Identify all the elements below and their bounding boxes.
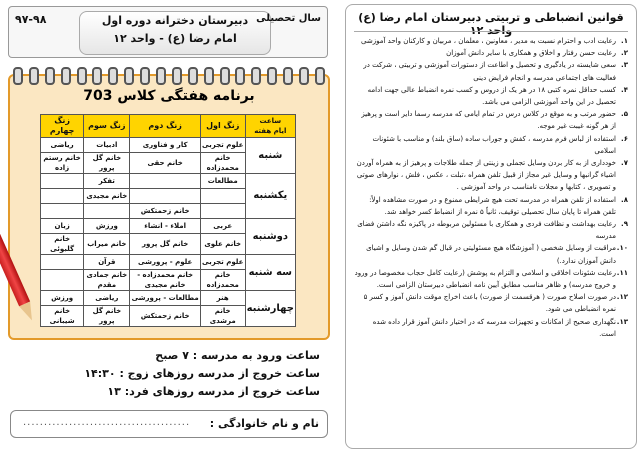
teacher-cell: خانم شیبانی	[41, 306, 84, 327]
period-header-2: زنگ دوم	[130, 115, 200, 138]
school-header	[8, 6, 328, 58]
teacher-cell: خانم زحمتکش	[130, 204, 200, 219]
subject-cell: املاء - انشاء	[130, 219, 200, 234]
day-tuesday: سه شنبه	[245, 255, 295, 291]
day-monday: دوشنبه	[245, 219, 295, 255]
teacher-cell: خانم زحمتکش	[130, 306, 200, 327]
subject-cell: قرآن	[84, 255, 130, 270]
subject-cell	[41, 255, 84, 270]
academic-year-label: سال تحصیلی	[256, 13, 321, 24]
list-item: ۱۰. مراقبت از وسایل شخصی ( آموزشگاه هیچ مسئولیتی در قبال گم شدن وسایل و اشیای دانش آموزان ندارد.)	[366, 244, 628, 265]
teacher-cell: خانم رستم زاده	[41, 153, 84, 174]
list-item: ۳. سعی شایسته در یادگیری و تحصیل و اطاعت از دستورات آموزشی و تربیتی ، شرکت در فعالیت های اجتماعی مدرسه و انجام فرایض دینی	[363, 61, 628, 82]
school-name-box	[79, 11, 271, 55]
list-item: ۹. رعایت بهداشت و نظافت فردی و همکاری با مسئولین مربوطه در پاکیزه نگه داشتن فضای مدرسه	[357, 220, 628, 241]
subject-cell: ریاضی	[84, 291, 130, 306]
teacher-cell	[41, 204, 84, 219]
subject-cell: تفکر	[84, 174, 130, 189]
teacher-cell: خانم علوی	[200, 234, 245, 255]
list-item: ۸. استفاده از تلفن همراه در مدرسه تحت هیچ شرایطی ممنوع و در صورت مشاهده اولاً: تلفن همراه تا پایان سال تحصیلی توقیف، ثانیاً ۵ نمره از انضباط کسر خواهد شد.	[369, 195, 628, 216]
list-item: ۱. رعایت ادب و احترام نسبت به مدیر ، معاونین ، معلمان ، مربیان و کارکنان واحد آموزشی	[361, 37, 628, 45]
subject-cell: علوم - پرورشی	[130, 255, 200, 270]
table-row	[41, 138, 296, 153]
teacher-cell: خانم گل پرور	[130, 234, 200, 255]
period-header-3: زنگ سوم	[84, 115, 130, 138]
teacher-cell: خانم گل پرور	[84, 153, 130, 174]
list-item: ۱۱. رعایت شئونات اخلاقی و اسلامی و التزام به پوشش (رعایت کامل حجاب مخصوصا در ورود و خروج مدرسه) و ظاهر مناسب مطابق آیین نامه انضباطی دبیرستان الزامی است.	[354, 268, 628, 290]
day-saturday: شنبه	[245, 138, 295, 174]
period-header-4: زنگ چهارم	[41, 115, 84, 138]
subject-cell: ریاضی	[41, 138, 84, 153]
spiral-binding	[10, 67, 328, 81]
subject-cell: ورزش	[84, 219, 130, 234]
school-name-line1: دبیرستان دخترانه دوره اول	[101, 14, 249, 27]
subject-cell: هنر	[200, 291, 245, 306]
table-row	[41, 291, 296, 306]
teacher-cell: خانم گل پرور	[84, 306, 130, 327]
corner-hours: ساعت	[259, 117, 282, 125]
subject-cell	[130, 174, 200, 189]
academic-year: ۹۷-۹۸	[15, 13, 47, 26]
list-item: ۵. حضور مرتب و به موقع در کلاس درس در تمام ایامی که مدرسه رسما دایر است و پرهیز از هر گونه غیبت غیر موجه.	[361, 110, 628, 131]
subject-cell: مطالعات - پرورشی	[130, 291, 200, 306]
teacher-cell: خانم مجیدی	[84, 189, 130, 204]
schedule-header-row	[41, 115, 296, 138]
schedule-corner	[245, 115, 295, 138]
schedule-title: برنامه هفتگی کلاس 703	[83, 88, 255, 104]
student-name-label: نام و نام خانوادگی :	[209, 417, 319, 430]
rules-title: قوانین انضباطی و تربیتی دبیرستان امام رضا (ع) واحد ۱۲	[358, 11, 624, 37]
day-sunday: یکشنبه	[245, 174, 295, 219]
teacher-cell: خانم مرشدی	[200, 306, 245, 327]
schedule-table	[40, 114, 296, 327]
teacher-cell: خانم جمادی مقدم	[84, 270, 130, 291]
subject-cell: عربی	[200, 219, 245, 234]
subject-cell: ورزش	[41, 291, 84, 306]
teacher-cell	[84, 204, 130, 219]
list-item: ۷. خودداری از به کار بردن وسایل تجملی و زینتی از جمله طلاجات و پرهیز از به همراه آوردن اشیاء گرانبها و وسایل غیر مجاز از قبیل تلفن همراه ،تبلت ، عکس ، فلش ، نوارهای صوتی و تصویری ، کتابها و مجلات نامناسب در واحد آموزشی .	[356, 159, 628, 192]
teacher-cell	[41, 189, 84, 204]
school-name-line2: امام رضا (ع) - واحد ۱۲	[113, 32, 237, 45]
table-row	[41, 255, 296, 270]
teacher-cell	[41, 270, 84, 291]
list-item: ۱۳. نگهداری صحیح از امکانات و تجهیزات مدرسه که در اختیار دانش آموز قرار داده شده است.	[372, 317, 628, 338]
teacher-cell: خانم گلبوئی	[41, 234, 84, 255]
student-name-blank[interactable]: ........................................	[23, 417, 191, 428]
list-item: ۲. رعایت حسن رفتار و اخلاق و همکاری با سایر دانش آموزان	[446, 49, 628, 58]
rules-divider	[354, 31, 628, 32]
arrival-time: ساعت ورود به مدرسه : ۷ صبح	[155, 349, 320, 362]
subject-cell: ادبیات	[84, 138, 130, 153]
period-header-1: زنگ اول	[200, 115, 245, 138]
list-item: ۴. کسب حداقل نمره کتبی ۱۸ در هر یک از دروس و کسب نمره انضباط عالی جهت ادامه تحصیل در این واحد آموزشی الزامی می باشد.	[367, 85, 628, 107]
teacher-cell: خانم محمدزاده	[200, 270, 245, 291]
rules-panel	[345, 4, 637, 449]
table-row	[41, 219, 296, 234]
teacher-cell	[200, 189, 245, 204]
teacher-cell: خانم محمدزاده - خانم مجیدی	[130, 270, 200, 291]
rules-list	[354, 35, 628, 340]
day-wednesday: چهارشنبه	[245, 291, 295, 327]
subject-cell: کار و فناوری	[130, 138, 200, 153]
exit-time-odd-days: ساعت خروج از مدرسه روزهای فرد: ۱۳	[107, 385, 320, 398]
subject-cell	[41, 174, 84, 189]
student-name-field[interactable]	[10, 410, 328, 438]
table-row	[41, 174, 296, 189]
subject-cell: مطالعات	[200, 174, 245, 189]
exit-time-even-days: ساعت خروج از مدرسه روزهای زوج : ۱۴:۳۰	[84, 367, 320, 380]
teacher-cell: خانم میراب	[84, 234, 130, 255]
schedule-notebook	[8, 74, 330, 340]
corner-days: ایام هفته	[254, 127, 287, 135]
school-hours	[20, 347, 320, 401]
subject-cell: علوم تجربی	[200, 255, 245, 270]
teacher-cell	[200, 204, 245, 219]
list-item: ۶. استفاده از لباس فرم مدرسه ، کفش و جوراب ساده (ساق بلند) و مناسب با شئونات اسلامی	[372, 134, 628, 155]
teacher-cell: خانم حقی	[130, 153, 200, 174]
teacher-cell	[130, 189, 200, 204]
subject-cell: علوم تجربی	[200, 138, 245, 153]
list-item: ۱۲. در صورت اصلاح صورت ( هرقسمت از صورت) باعث اخراج موقت دانش آموز و کسر ۵ نمره انضباطی می شود.	[363, 293, 628, 314]
subject-cell: زبان	[41, 219, 84, 234]
teacher-cell: خانم محمدزاده	[200, 153, 245, 174]
